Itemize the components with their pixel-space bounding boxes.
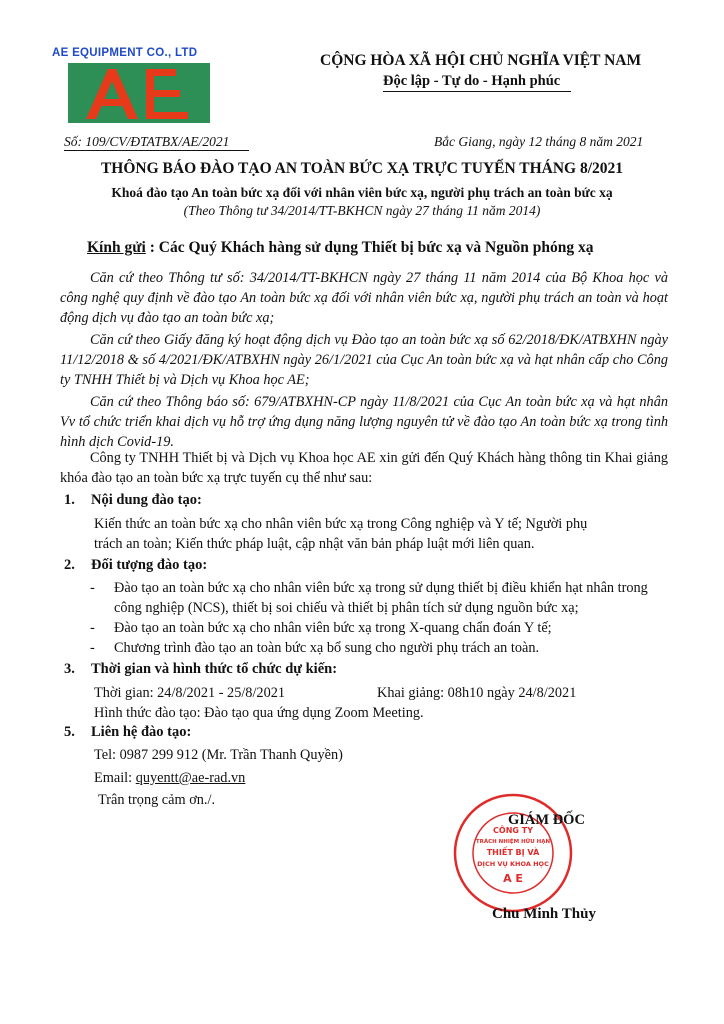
document-number: Số: 109/CV/ĐTATBX/AE/2021	[64, 134, 230, 149]
closing-remark: Trân trọng cảm ơn./.	[98, 792, 216, 808]
national-motto: Độc lập - Tự do - Hạnh phúc	[383, 73, 561, 89]
stamp-line: TRÁCH NHIỆM HỮU HẠN	[475, 839, 551, 845]
signer-title: GIÁM ĐỐC	[508, 812, 585, 828]
company-name: AE EQUIPMENT CO., LTD	[52, 47, 198, 59]
greeting-label: Kính gửi	[87, 239, 146, 256]
paragraph-basis-3: Căn cứ theo Thông báo số: 679/ATBXHN-CP ngày 11/8/2021 của Cục An toàn bức xạ và hạt nhân Vv tổ chức triển khai dịch vụ hỗ trợ ứng dụng năng lượng nguyên tử về đào tạo An toàn bức xạ trong tình hình dịch Covid-19.	[60, 394, 668, 450]
section-1-line-1: Kiến thức an toàn bức xạ cho nhân viên bức xạ trong Công nghiệp và Y tế; Người phụ	[94, 516, 588, 532]
document-number-underline	[64, 150, 249, 151]
paragraph-basis-2: Căn cứ theo Giấy đăng ký hoạt động dịch vụ Đào tạo an toàn bức xạ số 62/2018/ĐK/ATBXHN ngày 11/12/2018 & số 4/2021/ĐK/ATBXHN ngày 26/1/2021 của Cục An toàn bức xạ và hạt nhân cấp cho Công ty TNHH Thiết bị và Dịch vụ Khoa học AE;	[60, 332, 668, 388]
section-5-heading: 5. Liên hệ đào tạo:	[64, 724, 192, 740]
contact-tel: Tel: 0987 299 912 (Mr. Trần Thanh Quyền)	[94, 747, 343, 763]
stamp-line: DỊCH VỤ KHOA HỌC	[477, 860, 549, 868]
stamp-line: THIẾT BỊ VÀ	[486, 848, 540, 857]
document-legal-basis: (Theo Thông tư 34/2014/TT-BKHCN ngày 27 tháng 11 năm 2014)	[183, 203, 541, 218]
section-1-line-2: trách an toàn; Kiến thức pháp luật, cập nhật văn bản pháp luật mới liên quan.	[94, 536, 535, 552]
nation-heading: CỘNG HÒA XÃ HỘI CHỦ NGHĨA VIỆT NAM	[320, 52, 642, 69]
place-date: Bắc Giang, ngày 12 tháng 8 năm 2021	[434, 134, 644, 149]
schedule-time: Thời gian: 24/8/2021 - 25/8/2021	[94, 685, 286, 701]
contact-email: Email: quyentt@ae-rad.vn	[94, 770, 246, 786]
document-subtitle: Khoá đào tạo An toàn bức xạ đối với nhân viên bức xạ, người phụ trách an toàn bức xạ	[111, 185, 613, 200]
paragraph-basis-1: Căn cứ theo Thông tư số: 34/2014/TT-BKHCN ngày 27 tháng 11 năm 2014 của Bộ Khoa học và công nghệ quy định về đào tạo An toàn bức xạ đối với nhân viên bức xạ, người phụ trách an toàn và hoạt động dịch vụ đào tạo an toàn bức xạ;	[60, 270, 668, 326]
section-2-heading: 2. Đối tượng đào tạo:	[64, 557, 208, 573]
company-stamp	[452, 792, 574, 914]
bullet-item: - Đào tạo an toàn bức xạ cho nhân viên bức xạ trong X-quang chẩn đoán Y tế;	[90, 620, 552, 636]
bullet-item: - Đào tạo an toàn bức xạ cho nhân viên bức xạ trong sử dụng thiết bị điều khiển hạt nhân trong công nghiệp (NCS), thiết bị soi chiếu và thiết bị phân tích sử dụng nguồn bức xạ;	[90, 580, 648, 616]
bullet-item: - Chương trình đào tạo an toàn bức xạ bổ sung cho người phụ trách an toàn.	[90, 640, 540, 656]
motto-underline	[383, 91, 571, 92]
schedule-format: Hình thức đào tạo: Đào tạo qua ứng dụng Zoom Meeting.	[94, 705, 424, 721]
signer-name: Chu Minh Thủy	[492, 906, 596, 922]
schedule-opening: Khai giảng: 08h10 ngày 24/8/2021	[377, 685, 577, 701]
section-1-heading: 1. Nội dung đào tạo:	[64, 492, 202, 508]
email-link[interactable]: quyentt@ae-rad.vn	[135, 770, 246, 786]
stamp-line: A E	[503, 872, 523, 885]
document-title: THÔNG BÁO ĐÀO TẠO AN TOÀN BỨC XẠ TRỰC TUYẾN THÁNG 8/2021	[100, 160, 624, 177]
paragraph-intro: Công ty TNHH Thiết bị và Dịch vụ Khoa học AE xin gửi đến Quý Khách hàng thông tin Khai giảng khóa đào tạo an toàn bức xạ trực tuyến cụ thể như sau:	[60, 450, 668, 486]
company-logo	[68, 63, 210, 123]
greeting-text: : Các Quý Khách hàng sử dụng Thiết bị bức xạ và Nguồn phóng xạ	[145, 239, 594, 256]
stamp-line: CÔNG TY	[493, 826, 533, 835]
greeting	[87, 239, 594, 257]
section-3-heading: 3. Thời gian và hình thức tổ chức dự kiến:	[64, 661, 338, 677]
